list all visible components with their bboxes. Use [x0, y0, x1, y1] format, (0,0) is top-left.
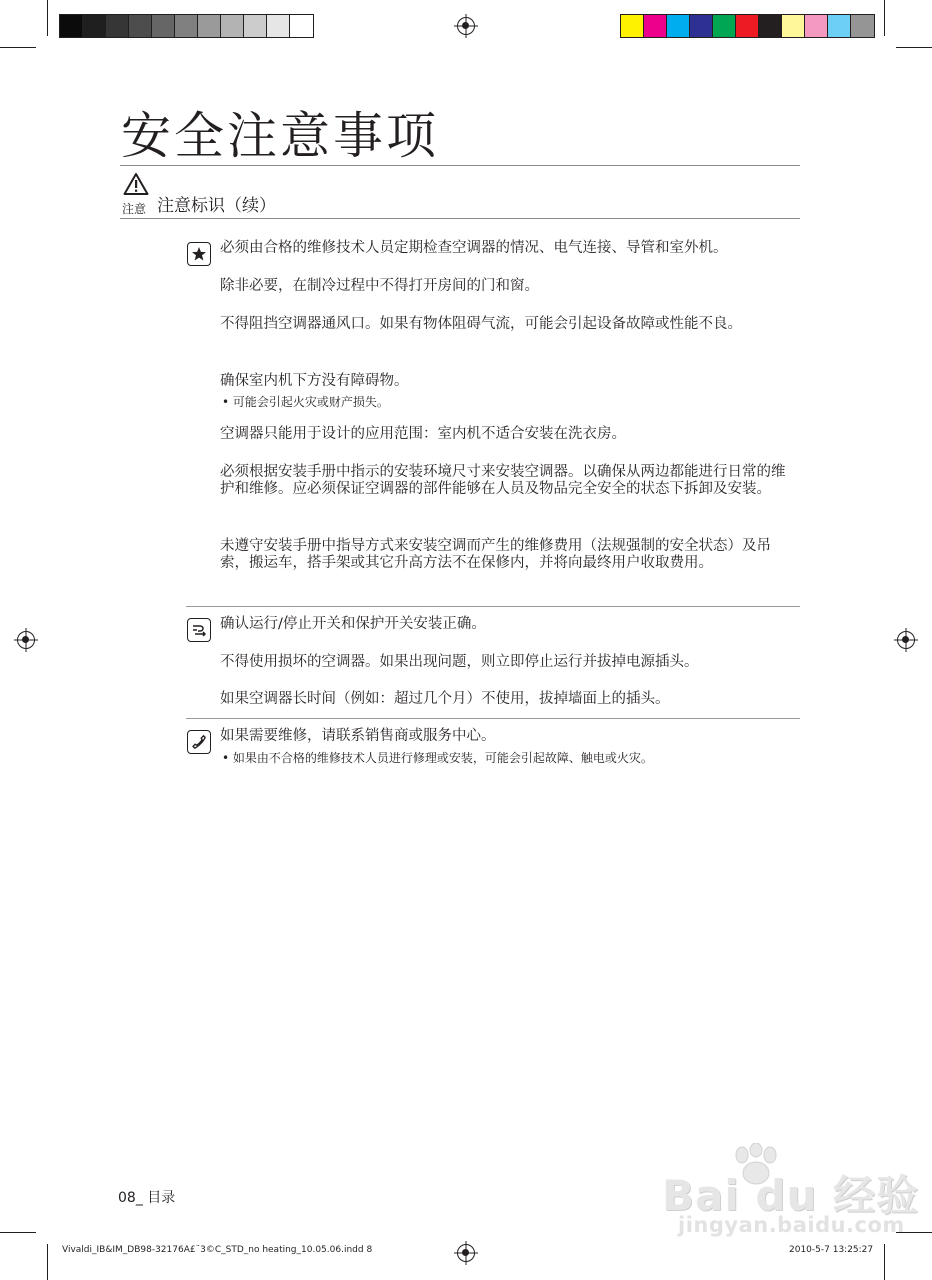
group-divider	[186, 606, 800, 607]
notice-text: 不得使用损坏的空调器。如果出现问题，则立即停止运行并拔掉电源插头。	[220, 654, 699, 670]
footer-timestamp: 2010-5-7 13:25:27	[789, 1245, 874, 1255]
cmyk-color-bar	[620, 14, 875, 38]
watermark-brand: Bai du 经验	[662, 1171, 919, 1220]
page-number: 08_ 目录	[118, 1190, 176, 1206]
color-swatch	[828, 15, 851, 37]
group-divider	[186, 718, 800, 719]
registration-target-icon	[457, 1244, 475, 1262]
grayscale-color-bar	[59, 14, 314, 38]
warning-triangle-icon	[120, 172, 152, 200]
color-swatch	[805, 15, 828, 37]
color-swatch	[713, 15, 736, 37]
caution-label: 注意	[122, 202, 147, 216]
baidu-jingyan-watermark	[658, 1143, 919, 1243]
notice-text: 确保室内机下方没有障碍物。	[220, 373, 409, 389]
notice-text: 必须由合格的维修技术人员定期检查空调器的情况、电气连接、导管和室外机。	[220, 240, 728, 256]
color-swatch	[690, 15, 713, 37]
watermark-url: jingyan.baidu.com	[678, 1213, 905, 1237]
crop-mark	[884, 1244, 885, 1280]
gray-swatch	[267, 15, 290, 37]
gray-swatch	[60, 15, 83, 37]
gray-swatch	[152, 15, 175, 37]
gray-swatch	[175, 15, 198, 37]
section-divider	[120, 218, 800, 219]
section-heading: 注意标识（续）	[157, 196, 276, 216]
notice-text: 确认运行/停止开关和保护开关安装正确。	[220, 616, 486, 632]
color-swatch	[851, 15, 874, 37]
notice-text: 必须根据安装手册中指示的安装环境尺寸来安装空调器。以确保从两边都能进行日常的维护和维修。应必须保证空调器的部件能够在人员及物品完全安全的状态下拆卸及安装。	[220, 464, 786, 497]
title-divider	[120, 165, 800, 166]
color-swatch	[736, 15, 759, 37]
crop-mark	[47, 0, 48, 36]
color-swatch	[667, 15, 690, 37]
gray-swatch	[83, 15, 106, 37]
notice-text: 不得阻挡空调器通风口。如果有物体阻碍气流，可能会引起设备故障或性能不良。	[220, 316, 742, 332]
color-swatch	[644, 15, 667, 37]
gray-swatch	[198, 15, 221, 37]
gray-swatch	[290, 15, 313, 37]
notice-text: 除非必要，在制冷过程中不得打开房间的门和窗。	[220, 278, 539, 294]
notice-text: 未遵守安装手册中指导方式来安装空调而产生的维修费用（法规强制的安全状态）及吊索，搬运车，搭手架或其它升高方法不在保修内，并将向最终用户收取费用。	[220, 538, 771, 571]
notice-text: 空调器只能用于设计的应用范围：室内机不适合安装在洗衣房。	[220, 426, 626, 442]
registration-target-icon	[897, 631, 915, 649]
notice-text: 如果需要维修，请联系销售商或服务中心。	[220, 728, 496, 744]
crop-mark	[0, 47, 36, 48]
crop-mark	[896, 47, 932, 48]
power-plug-icon	[187, 618, 211, 642]
gray-swatch	[221, 15, 244, 37]
crop-mark	[47, 1244, 48, 1280]
gray-swatch	[244, 15, 267, 37]
registration-target-icon	[457, 17, 475, 35]
crop-mark	[0, 1232, 36, 1233]
page-title: 安全注意事项	[121, 107, 439, 165]
gray-swatch	[129, 15, 152, 37]
crop-mark	[884, 0, 885, 36]
bullet-note: • 可能会引起火灾或财产损失。	[222, 395, 389, 409]
star-icon	[187, 242, 211, 266]
bullet-note: • 如果由不合格的维修技术人员进行修理或安装，可能会引起故障、触电或火灾。	[222, 751, 653, 765]
footer-file-name: Vivaldi_IB&IM_DB98-32176A£¨3©C_STD_no heating_10.05.06.indd 8	[62, 1245, 373, 1255]
gray-swatch	[106, 15, 129, 37]
phone-icon	[187, 730, 211, 754]
color-swatch	[759, 15, 782, 37]
notice-text: 如果空调器长时间（例如：超过几个月）不使用，拔掉墙面上的插头。	[220, 691, 670, 707]
color-swatch	[621, 15, 644, 37]
color-swatch	[782, 15, 805, 37]
registration-target-icon	[17, 631, 35, 649]
